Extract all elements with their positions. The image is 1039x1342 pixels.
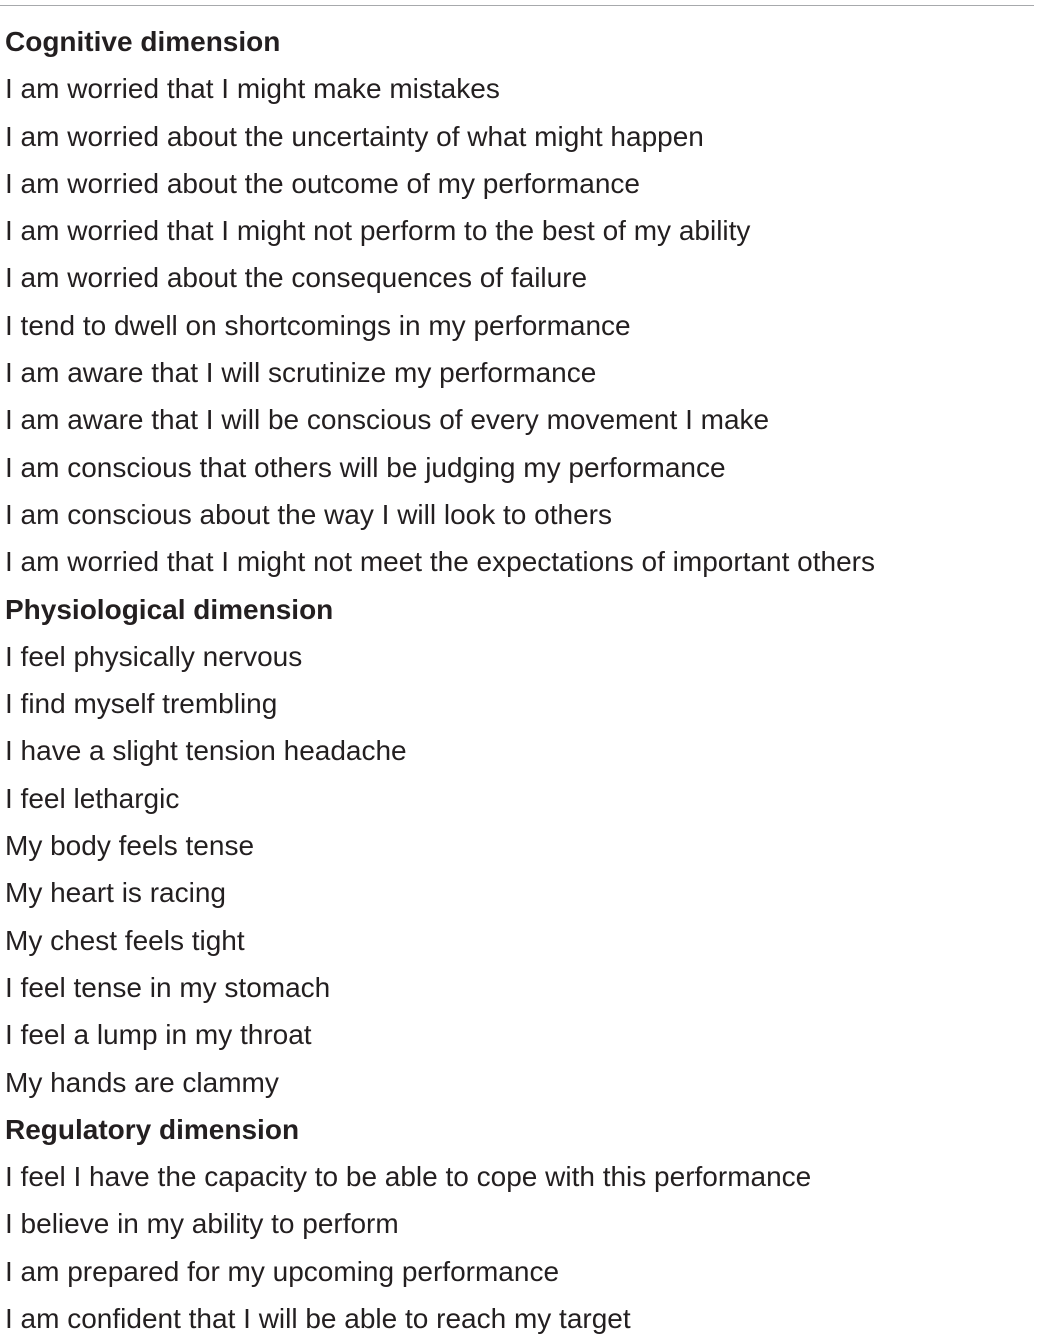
table-row: I am worried about the outcome of my performance <box>5 167 640 199</box>
section-heading-cognitive: Cognitive dimension <box>5 26 281 57</box>
table-row: I am aware that I will scrutinize my performance <box>5 357 597 389</box>
table-row: I am confident that I will be able to reach my target <box>5 1303 631 1335</box>
table-row: I am aware that I will be conscious of every movement I make <box>5 404 770 436</box>
table-row: I feel a lump in my throat <box>5 1019 312 1051</box>
table-row: My hands are clammy <box>5 1066 279 1098</box>
table-row: I feel physically nervous <box>5 640 303 672</box>
table-row: I have a slight tension headache <box>5 735 407 767</box>
table-row: My body feels tense <box>5 830 255 862</box>
table-row: I am conscious about the way I will look to others <box>5 498 612 530</box>
table-row: I am prepared for my upcoming performance <box>5 1255 560 1287</box>
section-heading-physiological: Physiological dimension <box>5 593 334 625</box>
table-row: I find myself trembling <box>5 688 278 720</box>
table-row: I am worried that I might not meet the expectations of important others <box>5 546 875 578</box>
table-row: I am worried about the consequences of failure <box>5 262 588 294</box>
table-row: I tend to dwell on shortcomings in my performance <box>5 309 631 341</box>
table-row: I am worried that I might not perform to the best of my ability <box>5 215 751 247</box>
table-row: I feel I have the capacity to be able to cope with this performance <box>5 1161 812 1193</box>
section-heading-regulatory: Regulatory dimension <box>5 1113 300 1145</box>
top-rule <box>0 5 1034 6</box>
table-row: I am conscious that others will be judging my performance <box>5 451 726 483</box>
table-row: I feel tense in my stomach <box>5 971 331 1003</box>
table-row: I am worried that I might make mistakes <box>5 73 500 105</box>
table-row: My chest feels tight <box>5 924 245 956</box>
table-row: I am worried about the uncertainty of what might happen <box>5 120 704 152</box>
item-table <box>5 18 1035 1342</box>
table-row: I feel lethargic <box>5 782 180 814</box>
table-row: My heart is racing <box>5 877 226 909</box>
table-row: I believe in my ability to perform <box>5 1208 399 1240</box>
